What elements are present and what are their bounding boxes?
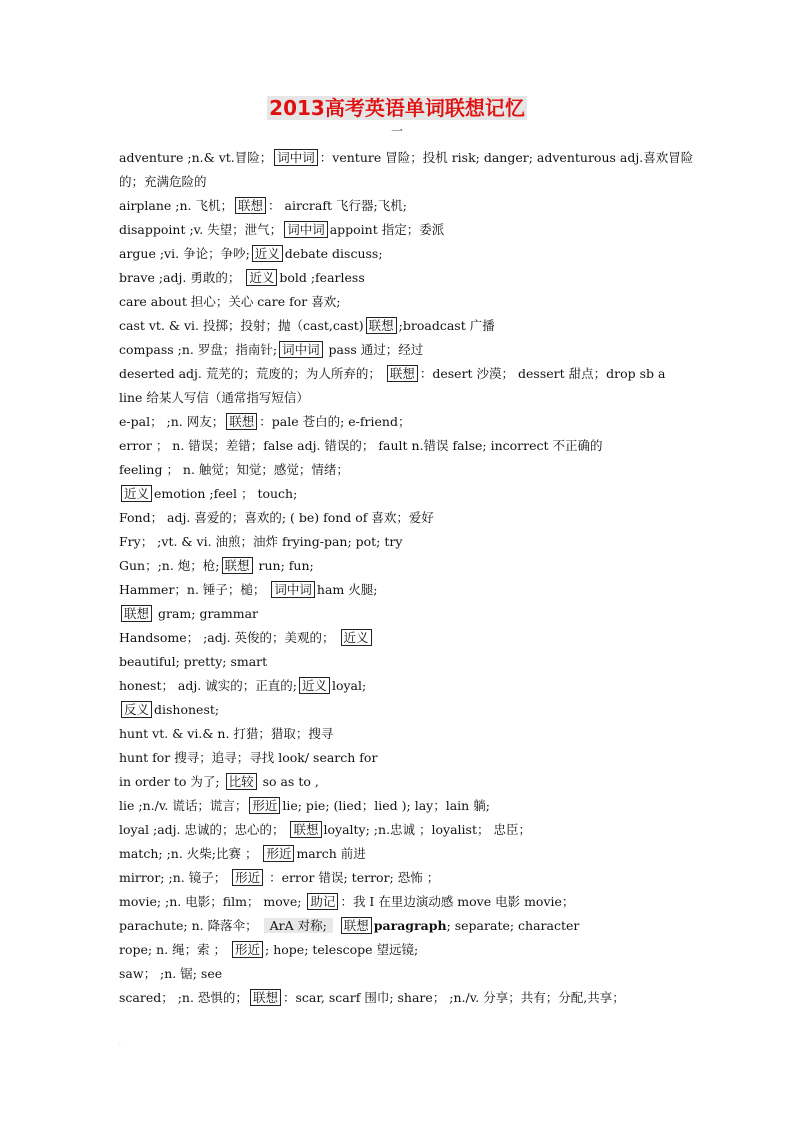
boxed-label: 联想 (341, 917, 372, 934)
text-line (119, 554, 679, 578)
line-text: loyal; (331, 678, 367, 693)
text-line (119, 266, 679, 290)
line-text: honest； adj. 诚实的；正直的; (119, 678, 297, 693)
text-line (119, 506, 679, 530)
boxed-label: 近义 (121, 485, 152, 502)
line-text: error ； n. 错误；差错；false adj. 错误的； fault n.错误 false; incorrect 不正确的 (119, 438, 603, 453)
line-text: so as to , (258, 774, 319, 789)
boxed-label: 词中词 (271, 581, 315, 598)
line-text: ：error 错误; terror; 恐怖 ； (265, 870, 440, 885)
boxed-label: 词中词 (274, 149, 318, 166)
text-line (119, 746, 679, 770)
line-text: argue ;vi. 争论；争吵; (119, 246, 250, 261)
boxed-label: 比较 (226, 773, 257, 790)
line-text: march 前进 (296, 846, 366, 861)
line-text: adventure ;n.& vt.冒险； (119, 150, 273, 165)
line-text: cast vt. & vi. 投掷；投射；抛（cast,cast) (119, 318, 364, 333)
line-text: pass 通过；经过 (324, 342, 424, 357)
line-text: Fry； ;vt. & vi. 油煎；油炸 frying-pan; pot; try (119, 534, 403, 549)
text-line (119, 578, 679, 602)
line-text: deserted adj. 荒芜的；荒废的；为人所弃的； (119, 366, 385, 381)
boxed-label: 近义 (246, 269, 277, 286)
line-text: run; fun; (254, 558, 314, 573)
text-line (119, 530, 679, 554)
line-text: loyal ;adj. 忠诚的；忠心的； (119, 822, 289, 837)
line-text: Fond； adj. 喜爱的；喜欢的; ( be) fond of 喜欢；爱好 (119, 510, 434, 525)
line-text (335, 918, 339, 933)
text-line (119, 962, 679, 986)
line-text: line 给某人写信（通常指写短信） (119, 390, 309, 405)
text-line (119, 602, 679, 626)
line-text: emotion ;feel ； touch; (154, 486, 298, 501)
line-text: feeling ； n. 触觉；知觉；感觉；情绪； (119, 462, 349, 477)
text-line (119, 842, 679, 866)
text-line (119, 362, 679, 386)
text-line (119, 866, 679, 890)
document-subtitle: 一 (390, 124, 403, 138)
text-line (119, 434, 679, 458)
boxed-label: 助记 (307, 893, 338, 910)
line-text: Handsome； ;adj. 英俊的；美观的； (119, 630, 339, 645)
line-text: compass ;n. 罗盘；指南针; (119, 342, 278, 357)
text-line (119, 890, 679, 914)
page-marker: . (119, 1040, 121, 1047)
text-line (119, 986, 679, 1010)
text-line (119, 290, 679, 314)
boxed-label: 近义 (252, 245, 283, 262)
line-text: rope; n. 绳；索 ； (119, 942, 231, 957)
text-line (119, 314, 679, 338)
line-text: ; hope; telescope 望远镜; (265, 942, 419, 957)
highlighted-text: ArA 对称; (264, 918, 333, 933)
boxed-label: 形近 (232, 869, 263, 886)
line-text: in order to 为了; (119, 774, 224, 789)
boxed-label: 联想 (235, 197, 266, 214)
line-text: movie; ;n. 电影；film； move; (119, 894, 306, 909)
boxed-label: 联想 (226, 413, 257, 430)
bold-word: paragraph (373, 918, 447, 933)
line-text: beautiful; pretty; smart (119, 654, 268, 669)
text-line (119, 914, 679, 938)
text-line (119, 170, 679, 194)
line-text: bold ;fearless (279, 270, 365, 285)
text-line (119, 818, 679, 842)
text-line (119, 194, 679, 218)
boxed-label: 联想 (121, 605, 152, 622)
line-text: appoint 指定；委派 (329, 222, 445, 237)
line-text: scared； ;n. 恐惧的； (119, 990, 248, 1005)
text-line (119, 482, 679, 506)
line-text: ：我 I 在里边演动感 move 电影 movie； (340, 894, 575, 909)
line-text: ： aircraft 飞行器;飞机; (268, 198, 407, 213)
line-text: debate discuss; (284, 246, 383, 261)
text-line (119, 794, 679, 818)
line-text: ：pale 苍白的; e-friend； (259, 414, 411, 429)
title-text: 2013高考英语单词联想记忆 (269, 96, 525, 120)
line-text: 的；充满危险的 (119, 174, 207, 189)
word-list (119, 146, 694, 1010)
boxed-label: 反义 (121, 701, 152, 718)
line-text: saw； ;n. 锯; see (119, 966, 223, 981)
boxed-label: 近义 (299, 677, 330, 694)
boxed-label: 联想 (250, 989, 281, 1006)
line-text: ham 火腿; (316, 582, 378, 597)
line-text: ;broadcast 广播 (398, 318, 495, 333)
boxed-label: 联想 (222, 557, 253, 574)
boxed-label: 近义 (341, 629, 372, 646)
boxed-label: 联想 (366, 317, 397, 334)
boxed-label: 形近 (263, 845, 294, 862)
boxed-label: 形近 (249, 797, 280, 814)
line-text: e-pal； ;n. 网友； (119, 414, 225, 429)
line-text: mirror; ;n. 镜子； (119, 870, 231, 885)
line-text: hunt vt. & vi.& n. 打猎；猎取；搜寻 (119, 726, 334, 741)
text-line (119, 650, 679, 674)
line-text: loyalty; ;n.忠诚 ；loyalist； 忠臣； (323, 822, 531, 837)
line-text: ：desert 沙漠； dessert 甜点；drop sb a (419, 366, 666, 381)
text-line (119, 218, 679, 242)
line-text: Hammer；n. 锤子；槌； (119, 582, 270, 597)
line-text: ：venture 冒险；投机 risk; danger; adventurous adj.喜欢冒险 (319, 150, 694, 165)
line-text: Gun；;n. 炮；枪; (119, 558, 220, 573)
line-text: match; ;n. 火柴;比赛 ； (119, 846, 262, 861)
text-line (119, 770, 679, 794)
boxed-label: 形近 (232, 941, 263, 958)
line-text: brave ;adj. 勇敢的； (119, 270, 245, 285)
boxed-label: 词中词 (279, 341, 323, 358)
boxed-label: 联想 (387, 365, 418, 382)
line-text: lie; pie; (lied；lied ); lay；lain 躺; (282, 798, 490, 813)
line-text: ; separate; character (446, 918, 580, 933)
text-line (119, 722, 679, 746)
text-line (119, 242, 679, 266)
line-text: lie ;n./v. 谎话；谎言； (119, 798, 248, 813)
line-text: gram; grammar (154, 606, 259, 621)
text-line (119, 674, 679, 698)
text-line (119, 146, 694, 170)
line-text: ：scar, scarf 围巾; share； ;n./v. 分享；共有；分配,共享； (282, 990, 625, 1005)
text-line (119, 338, 679, 362)
text-line (119, 410, 679, 434)
boxed-label: 联想 (290, 821, 321, 838)
text-line (119, 938, 679, 962)
line-text: dishonest; (154, 702, 220, 717)
document-title (0, 96, 794, 120)
text-line (119, 626, 679, 650)
line-text: hunt for 搜寻；追寻；寻找 look/ search for (119, 750, 378, 765)
boxed-label: 词中词 (284, 221, 328, 238)
line-text: airplane ;n. 飞机； (119, 198, 234, 213)
line-text: parachute; n. 降落伞； (119, 918, 262, 933)
line-text: care about 担心；关心 care for 喜欢; (119, 294, 341, 309)
text-line (119, 458, 679, 482)
text-line (119, 698, 679, 722)
line-text: disappoint ;v. 失望；泄气； (119, 222, 283, 237)
text-line (119, 386, 679, 410)
